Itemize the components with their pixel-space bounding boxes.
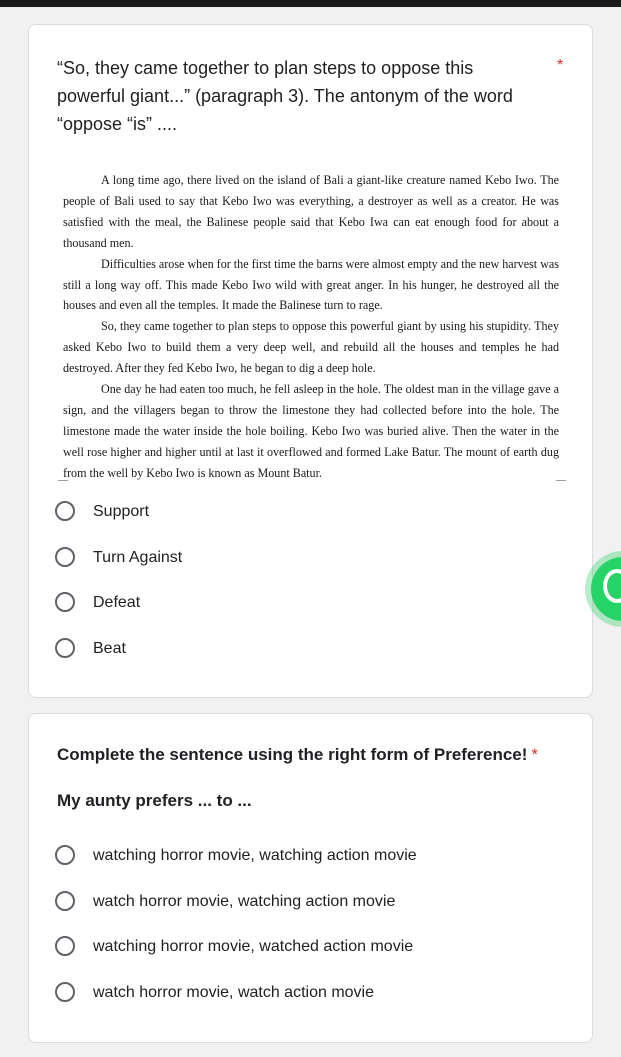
required-asterisk: * bbox=[557, 57, 564, 74]
question-title-text: Complete the sentence using the right form of Preference! bbox=[57, 745, 528, 764]
question-title bbox=[57, 742, 538, 768]
radio-button[interactable] bbox=[55, 638, 75, 658]
radio-button[interactable] bbox=[55, 592, 75, 612]
question-card-2 bbox=[28, 713, 593, 1043]
radio-button[interactable] bbox=[55, 936, 75, 956]
passage-paragraph-1: A long time ago, there lived on the island of Bali a giant-like creature named Kebo Iwo. The people of Bali used to say that Kebo Iwo was everything, a destroyer as well as a creator. He was satisfied with the meal, the Balinese people said that Kebo Iwa can eat enough food for about a thousand men. bbox=[63, 173, 559, 250]
reading-passage-image bbox=[63, 170, 559, 484]
option-3[interactable] bbox=[55, 932, 555, 962]
option-label: Turn Against bbox=[93, 549, 183, 566]
passage-paragraph-2: Difficulties arose when for the first time the barns were almost empty and the new harvest was still a long way off. This made Kebo Iwo wild with great anger. In his hunger, he destroyed all the houses and even all the temples. It made the Balinese turn to rage. bbox=[63, 256, 559, 313]
question-sentence: My aunty prefers ... to ... bbox=[57, 791, 252, 810]
question-title: “So, they came together to plan steps to oppose this powerful giant...” (paragraph 3). The antonym of the word “oppose “is” .... bbox=[57, 58, 513, 134]
radio-button[interactable] bbox=[55, 547, 75, 567]
option-label: Support bbox=[93, 503, 150, 520]
passage-image-border bbox=[58, 480, 566, 481]
whatsapp-floating-button[interactable] bbox=[591, 557, 621, 621]
option-label: Defeat bbox=[93, 594, 141, 611]
radio-button[interactable] bbox=[55, 982, 75, 1002]
required-asterisk: * bbox=[531, 745, 539, 764]
radio-button[interactable] bbox=[55, 891, 75, 911]
option-defeat[interactable] bbox=[55, 588, 555, 618]
option-2[interactable] bbox=[55, 887, 555, 917]
option-4[interactable] bbox=[55, 978, 555, 1008]
option-label: watching horror movie, watched action movie bbox=[93, 938, 414, 955]
option-1[interactable] bbox=[55, 841, 555, 871]
option-label: watching horror movie, watching action movie bbox=[93, 847, 417, 864]
radio-button[interactable] bbox=[55, 845, 75, 865]
top-bar bbox=[0, 0, 621, 7]
option-support[interactable] bbox=[55, 497, 555, 527]
passage-paragraph-4: One day he had eaten too much, he fell asleep in the hole. The oldest man in the village gave a sign, and the villagers began to throw the limestone they had collected before into the hole. The limestone made the water inside the hole boiling. Kebo Iwo was buried alive. Then the water in the well rose higher and higher until at last it overflowed and formed Lake Batur. The mount of earth dug from the well by Kebo Iwo is known as Mount Batur. bbox=[63, 382, 559, 480]
option-label: watch horror movie, watch action movie bbox=[93, 984, 374, 1001]
option-beat[interactable] bbox=[55, 634, 555, 664]
question-card-1 bbox=[28, 24, 593, 698]
whatsapp-icon bbox=[603, 569, 621, 603]
radio-button[interactable] bbox=[55, 501, 75, 521]
option-label: Beat bbox=[93, 640, 126, 657]
option-turn-against[interactable] bbox=[55, 543, 555, 573]
option-label: watch horror movie, watching action movie bbox=[93, 893, 396, 910]
passage-paragraph-3: So, they came together to plan steps to oppose this powerful giant by using his stupidity. They asked Kebo Iwo to build them a very deep well, and rebuild all the houses and temples he had destroyed. After they fed Kebo Iwo, he began to dig a deep hole. bbox=[63, 319, 559, 376]
